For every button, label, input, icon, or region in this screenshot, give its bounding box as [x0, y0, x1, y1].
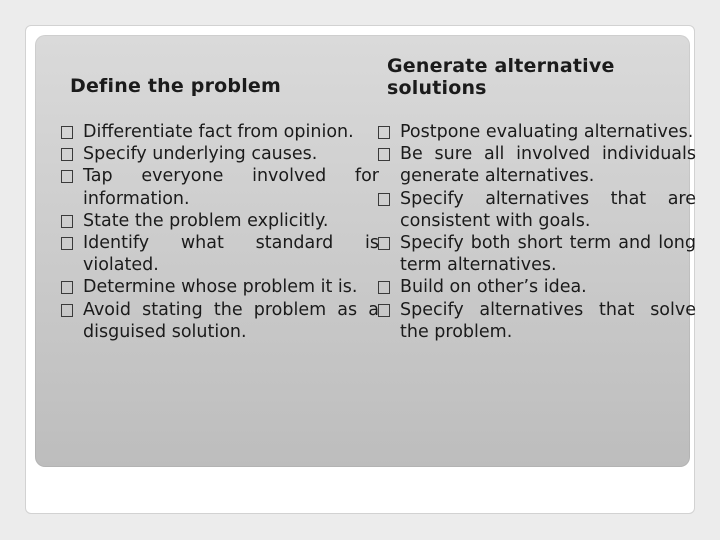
square-box-icon	[61, 281, 73, 294]
square-box-icon	[61, 170, 73, 183]
list-item: Tap everyone involved for information.	[61, 165, 379, 209]
list-item: Build on other’s idea.	[378, 276, 696, 298]
left-heading: Define the problem	[70, 75, 281, 97]
list-item: Be sure all involved individuals generate alternatives.	[378, 143, 696, 187]
content-panel	[35, 35, 696, 467]
square-box-icon	[61, 237, 73, 250]
list-item: Determine whose problem it is.	[61, 276, 379, 298]
list-item: Specify alternatives that solve the problem.	[378, 299, 696, 343]
right-heading: Generate alternative solutions	[387, 55, 615, 99]
list-item: Specify alternatives that are consistent with goals.	[378, 188, 696, 232]
square-box-icon	[378, 281, 390, 294]
square-box-icon	[378, 304, 390, 317]
square-box-icon	[378, 126, 390, 139]
square-box-icon	[61, 126, 73, 139]
left-bullet-list	[61, 121, 379, 343]
slide	[25, 25, 695, 514]
square-box-icon	[378, 193, 390, 206]
square-box-icon	[61, 148, 73, 161]
list-item: Identify what standard is violated.	[61, 232, 379, 276]
right-bullet-list	[378, 121, 696, 343]
list-item: Differentiate fact from opinion.	[61, 121, 379, 143]
list-item: Postpone evaluating alternatives.	[378, 121, 696, 143]
list-item: State the problem explicitly.	[61, 210, 379, 232]
square-box-icon	[61, 215, 73, 228]
square-box-icon	[378, 237, 390, 250]
square-box-icon	[378, 148, 390, 161]
list-item: Specify underlying causes.	[61, 143, 379, 165]
list-item: Avoid stating the problem as a disguised solution.	[61, 299, 379, 343]
list-item: Specify both short term and long term alternatives.	[378, 232, 696, 276]
square-box-icon	[61, 304, 73, 317]
